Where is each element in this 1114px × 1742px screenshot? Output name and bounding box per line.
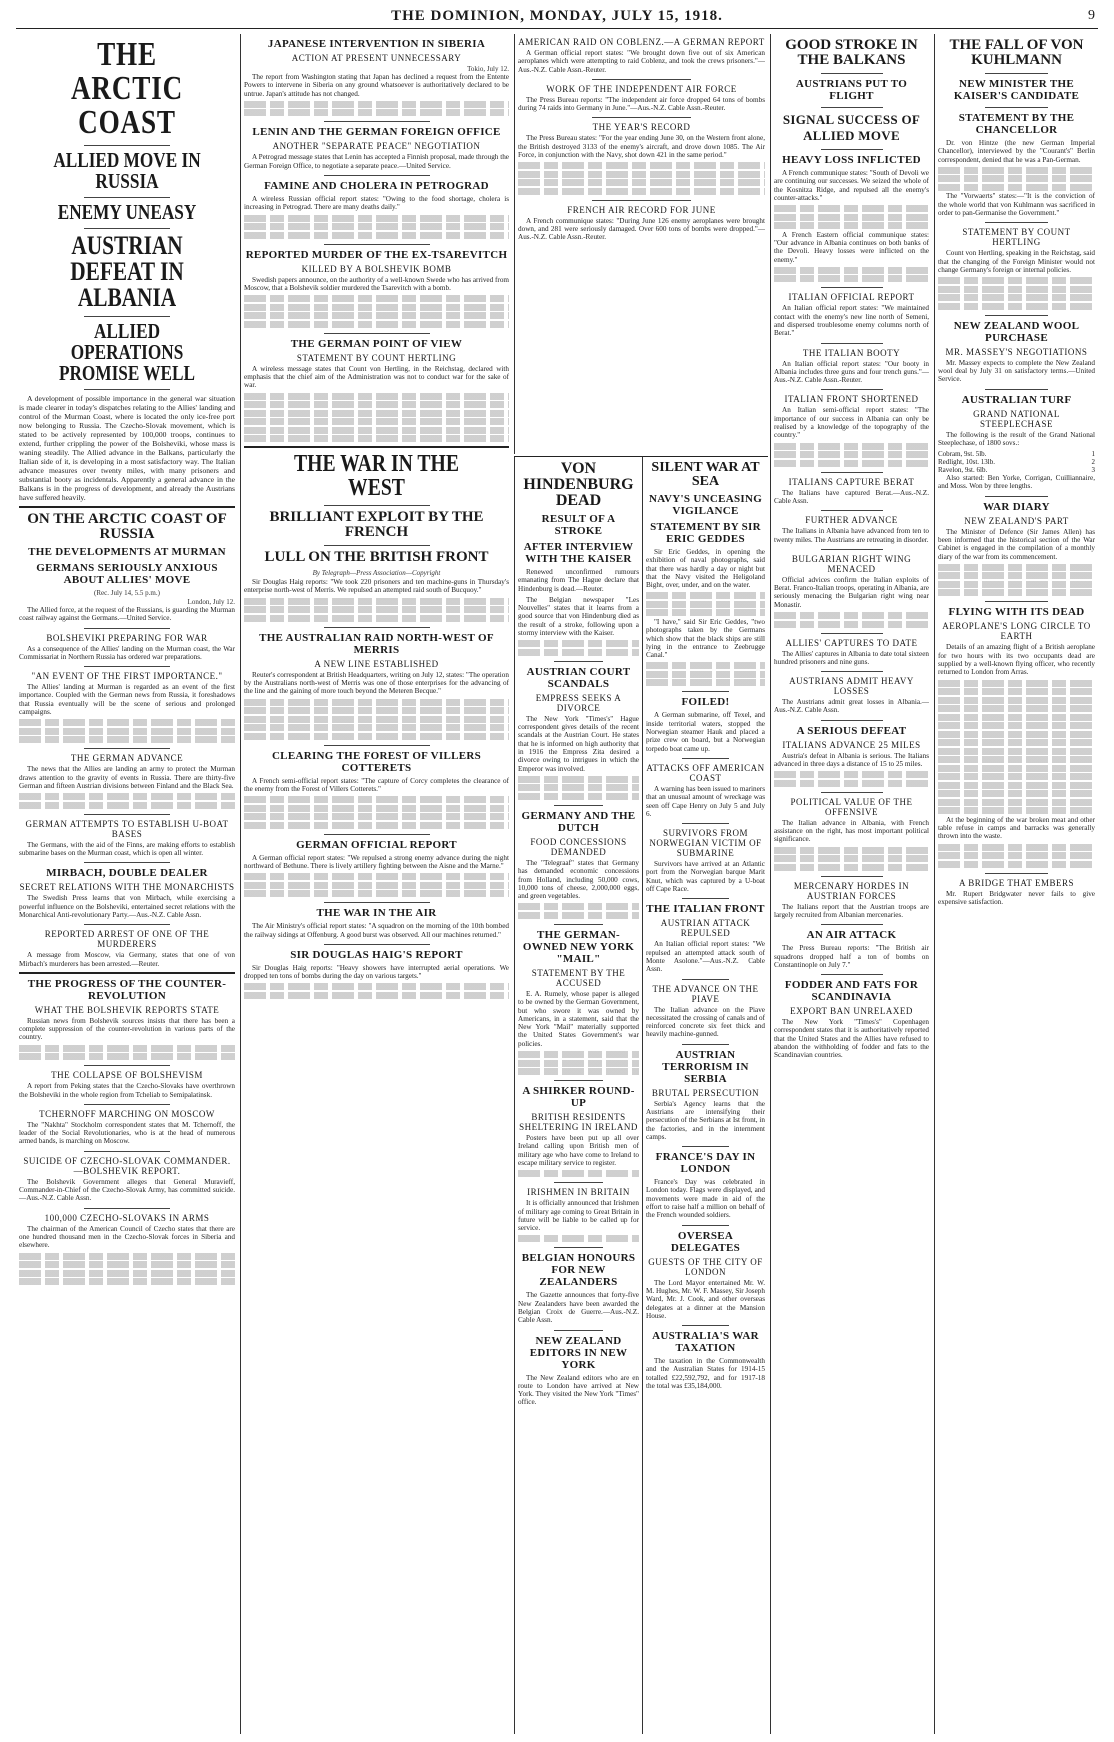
- article-text: A report from Peking states that the Czecho-Slovaks have overthrown the Bolsheviki in the whole region from Tcheliab to Semipalatinsk.: [19, 1082, 235, 1099]
- article-text: The Allies' captures in Albania to date total sixteen hundred prisoners and nine guns.: [774, 649, 929, 666]
- race-horse: Cobram, 9st. 5lb.: [938, 450, 987, 459]
- article-text: The "Vorwaerts" states:—"It is the conviction of the whole world that von Kuhlmann was sacrificed in order to pan-Germanise the Government.": [938, 192, 1095, 217]
- article-heading: THE ADVANCE ON THE PIAVE: [652, 983, 759, 1004]
- article-text: The "Nakhta" Stockholm correspondent states that M. Tchernoff, the leader of the Social Revolutionaries, who is at the head of numerous armed bands, is marching on Moscow.: [19, 1120, 235, 1146]
- column-1: [16, 34, 238, 1734]
- article-text: The Italian advance on the Piave necessitated the crossing of canals and of reinforced concrete six feet thick and heavily machine-gunned.: [646, 1005, 765, 1039]
- article-text: The taxation in the Commonwealth and the Australian States for 1914-15 totalled £22,592,792, and for 1917-18 the total was £35,184,000.: [646, 1357, 765, 1391]
- headline-good-stroke-balkans: GOOD STROKE IN THE BALKANS: [785, 37, 918, 68]
- article-heading: AUSTRIANS ADMIT HEAVY LOSSES: [789, 676, 914, 697]
- article-text: Renewed unconfirmed rumours emanating from The Hague declare that Hindenburg is dead.—Reuter.: [518, 568, 639, 593]
- article-subheading: EXPORT BAN UNRELAXED: [790, 1006, 913, 1017]
- article-text: As a consequence of the Allies' landing on the Murman coast, the War Commissariat in Northern Russia has ordered war preparations.: [19, 644, 235, 661]
- article-subheading: BRUTAL PERSECUTION: [651, 1087, 760, 1098]
- article-heading: BELGIAN HONOURS FOR NEW ZEALANDERS: [521, 1252, 636, 1289]
- article-heading: MIRBACH, DOUBLE DEALER: [46, 867, 208, 880]
- article-heading: FURTHER ADVANCE: [805, 515, 898, 526]
- masthead-title: THE DOMINION, MONDAY, JULY 15, 1918.: [391, 8, 723, 24]
- article-heading: STATEMENT BY COUNT HERTLING: [962, 227, 1071, 248]
- article-heading: TCHERNOFF MARCHING ON MOSCOW: [39, 1108, 215, 1119]
- column-3a: [514, 456, 642, 1734]
- article-subheading: FOOD CONCESSIONS DEMANDED: [530, 836, 627, 857]
- article-subheading: NEW ZEALAND'S PART: [964, 515, 1069, 526]
- article-text: The Allied force, at the request of the Russians, is guarding the Murman coast railway against the Germans.—United Service.: [19, 606, 235, 623]
- article-text: The news that the Allies are landing an army to protect the Murman draws attention to the gravity of events in Russia. There are thirty-five German and fifteen Austrian divisions between Finland and the Black Sea.: [19, 765, 235, 790]
- article-subheading: RESULT OF A STROKE: [541, 513, 616, 537]
- article-text: The Gazette announces that forty-five New Zealanders have been awarded the Belgian Croix de Guerre.—Aus.-N.Z. Cable Assn.: [518, 1291, 639, 1325]
- section-germans-anxious: GERMANS SERIOUSLY ANXIOUS ABOUT ALLIES' MOVE: [36, 562, 218, 586]
- article-subheading: EMPRESS SEEKS A DIVORCE: [535, 692, 622, 713]
- article-text: A German official report states: "We brought down five out of six American aeroplanes which were attempting to raid Coblenz, and took the crews prisoners."—Aus.-N.Z. Cable Assn.-Reuter.: [518, 49, 765, 74]
- article-heading: AUSTRIAN COURT SCANDALS: [526, 665, 631, 690]
- race-row: [938, 466, 1095, 474]
- article-subheading: KILLED BY A BOLSHEVIK BOMB: [301, 263, 452, 274]
- article-heading: AMERICAN RAID ON COBLENZ.—A GERMAN REPORT: [518, 37, 765, 47]
- race-place: 1: [1091, 450, 1095, 459]
- article-text: Mr. Rupert Bridgwater never fails to give expensive satisfaction.: [938, 889, 1095, 906]
- article-subheading: ANOTHER "SEPARATE PEACE" NEGOTIATION: [272, 141, 481, 152]
- article-heading: BOLSHEVIKI PREPARING FOR WAR: [46, 632, 208, 643]
- article-text: The Air Ministry's official report states: "A squadron on the morning of the 10th bombed the railway sidings at Offenburg. A good burst was observed. All our machines returned.": [244, 922, 509, 939]
- article-text: The Press Bureau reports: "The British air squadrons dropped half a ton of bombs on Constantinople on July 7.": [774, 944, 929, 969]
- article-subheading: STATEMENT BY THE CHANCELLOR: [958, 112, 1075, 136]
- article-subheading: ACTION AT PRESENT UNNECESSARY: [291, 53, 462, 63]
- article-heading: FODDER AND FATS FOR SCANDINAVIA: [784, 979, 919, 1004]
- article-text: "I have," said Sir Eric Geddes, "two photographs taken by the Germans which show that the black ships are still lying in the entrance to Zeebrugge Canal.": [646, 617, 765, 660]
- article-heading: THE ITALIAN FRONT: [646, 903, 765, 916]
- subhead-allied-operations: ALLIED OPERATIONS PROMISE WELL: [58, 319, 196, 385]
- headline-silent-war: SILENT WAR AT SEA: [651, 460, 760, 489]
- article-text: A Petrograd message states that Lenin has accepted a Finnish proposal, made through the German Foreign Office, to negotiate a separate peace.—United Service.: [244, 153, 509, 170]
- article-subheading: AFTER INTERVIEW WITH THE KAISER: [523, 541, 634, 565]
- subhead-austrian-defeat: AUSTRIAN DEFEAT IN ALBANIA: [70, 231, 184, 312]
- article-text: At the beginning of the war broken meat and other table refuse in camps and barracks was generally thrown into the waste.: [938, 815, 1095, 841]
- article-heading: WAR DIARY: [983, 500, 1050, 513]
- article-subheading: ITALIANS ADVANCE 25 MILES: [782, 739, 921, 750]
- article-text: A French semi-official report states: "The capture of Corcy completes the clearance of the enemy from the Forest of Villers Cotterets.": [244, 776, 509, 793]
- article-text: The Lord Mayor entertained Mr. W. M. Hughes, Mr. W. F. Massey, Sir Joseph Ward, Mr. J. Cook, and other overseas delegates at a dinner at the Mansion House.: [646, 1278, 765, 1320]
- article-subheading: NAVY'S UNCEASING VIGILANCE: [648, 493, 763, 517]
- race-row: [938, 450, 1095, 458]
- race-row: [938, 458, 1095, 466]
- article-heading: POLITICAL VALUE OF THE OFFENSIVE: [790, 796, 913, 817]
- article-subheading: STATEMENT BY COUNT HERTLING: [296, 352, 457, 363]
- article-text: The Bolshevik Government alleges that General Muravieff, Commander-in-Chief of the Czecho-Slovak Army, has committed suicide.—Aus.-N.Z. Cable Assn.: [19, 1177, 235, 1203]
- article-heading: GERMANY AND THE DUTCH: [521, 809, 636, 834]
- article-text: Serbia's Agency learns that the Austrians are intensifying their persecution of the Serbians at Ist front, in the factories, and in the internment camps.: [646, 1099, 765, 1141]
- article-text: The report from Washington stating that Japan has declined a request from the Entente Powers to intervene in Siberia on any ground whatsoever is authoritatively declared to be untrue. Japan's attitude has not changed.: [244, 73, 509, 98]
- article-text: A French communique states: "During June 126 enemy aeroplanes were brought down, and 281 were seriously damaged. Over 600 tons of bombs were dropped."—Aus.-N.Z. Cable Assn.-Reuter.: [518, 216, 765, 242]
- race-place: 2: [1091, 458, 1095, 467]
- article-heading: THE GERMAN POINT OF VIEW: [290, 337, 463, 350]
- article-heading: GERMAN OFFICIAL REPORT: [296, 838, 457, 851]
- article-subheading: GUESTS OF THE CITY OF LONDON: [648, 1256, 763, 1277]
- article-text: The chairman of the American Council of Czecho states that there are one hundred thousand men in the Czecho-Slovak forces in Siberia and elsewhere.: [19, 1224, 235, 1250]
- subhead-lull-british-front: LULL ON THE BRITISH FRONT: [264, 549, 489, 566]
- article-text: A warning has been issued to mariners that an unusual amount of wreckage was seen off Cape Henry on July 5 and July 6.: [646, 784, 765, 818]
- article-text: Count von Hertling, speaking in the Reichstag, said that the changing of the Foreign Minister would not change Germany's foreign or internal policies.: [938, 249, 1095, 274]
- article-text: A message from Moscow, via Germany, states that one of von Mirbach's murderers has been arrested.—Reuter.: [19, 951, 235, 968]
- article-text: The Swedish Press learns that von Mirbach, while exercising a powerful influence on the Bolsheviki, entertained secret relations with the Monarchical Anti-revolutionary Party.—Aus.-N.Z. Cable Assn.: [19, 894, 235, 919]
- section-arctic-coast-russia: ON THE ARCTIC COAST OF RUSSIA: [27, 511, 227, 542]
- article-heading: A SHIRKER ROUND-UP: [522, 1085, 635, 1110]
- article-heading: THE GERMAN ADVANCE: [70, 753, 184, 764]
- article-heading: NEW ZEALAND WOOL PURCHASE: [953, 319, 1080, 344]
- article-heading: REPORTED ARREST OF ONE OF THE MURDERERS: [44, 929, 210, 950]
- headline-hindenburg-dead: VON HINDENBURG DEAD: [523, 460, 634, 509]
- article-heading: ITALIAN FRONT SHORTENED: [784, 394, 919, 405]
- article-heading: FRENCH AIR RECORD FOR JUNE: [567, 204, 716, 215]
- article-text: The Minister of Defence (Sir James Allen) has been informed that the historical section of the War Cabinet is engaged in the compilation of a monthly diary of the war from its commencement.: [938, 527, 1095, 561]
- article-heading: LENIN AND THE GERMAN FOREIGN OFFICE: [252, 126, 501, 139]
- article-text: The Italians in Albania have advanced from ten to twenty miles. The Austrians are retreating in disorder.: [774, 527, 929, 544]
- article-heading: WORK OF THE INDEPENDENT AIR FORCE: [546, 83, 737, 94]
- article-heading: THE WAR IN THE AIR: [316, 907, 437, 920]
- article-heading: REPORTED MURDER OF THE EX-TSAREVITCH: [245, 248, 508, 261]
- article-heading: ITALIANS CAPTURE BERAT: [788, 476, 915, 487]
- article-heading: 100,000 CZECHO-SLOVAKS IN ARMS: [44, 1212, 210, 1223]
- article-text: E. A. Rumely, whose paper is alleged to be owned by the German Government, but who swore it was owned by Americans, in a statement, said that the New York "Mail" materially supported the United States Government's war policies.: [518, 989, 639, 1048]
- article-heading: FRANCE'S DAY IN LONDON: [655, 1151, 756, 1176]
- article-subheading: HEAVY LOSS INFLICTED: [782, 154, 921, 166]
- article-heading: CLEARING THE FOREST OF VILLERS COTTERETS: [271, 749, 482, 774]
- article-heading: THE COLLAPSE OF BOLSHEVISM: [51, 1070, 203, 1081]
- article-text: Sir Douglas Haig reports: "We took 220 prisoners and ten machine-guns in Thursday's enterprise north-west of Merris. We repulsed an attempted raid south of Bucquoy.": [244, 578, 509, 595]
- article-heading: MERCENARY HORDES IN AUSTRIAN FORCES: [793, 880, 910, 901]
- article-text: A German official report states: "We repulsed a strong enemy advance during the night northward of Bethune. There is lively artillery fighting between the Aisne and the Marne.": [244, 853, 509, 870]
- article-subheading: SECRET RELATIONS WITH THE MONARCHISTS: [19, 882, 235, 893]
- page-number: 9: [1088, 8, 1096, 23]
- article-text: Reuter's correspondent at British Headquarters, writing on July 12, states: "The operation by the Australians north-west of Merris was one of those enterprises for the advancing of the line and the gaining of more touch beyond the Meteren Becque.": [244, 670, 509, 696]
- article-text: The New Zealand editors who are en route to London have arrived at New York. They visited the New York "Times" office.: [518, 1373, 639, 1407]
- article-heading: ITALIAN OFFICIAL REPORT: [788, 292, 915, 303]
- article-heading: A SERIOUS DEFEAT: [796, 724, 907, 737]
- article-text: The Germans, with the aid of the Finns, are making efforts to establish submarine bases on the Murman coast, which is open all winter.: [19, 840, 235, 858]
- article-subheading: A NEW LINE ESTABLISHED: [314, 658, 439, 669]
- race-place: 3: [1091, 466, 1095, 475]
- article-text: Russian news from Bolshevik sources insists that there has been a complete suppression of the counter-revolution in various parts of the country.: [19, 1016, 235, 1042]
- article-subheading: AUSTRIAN ATTACK REPULSED: [660, 918, 751, 939]
- article-text: The Belgian newspaper "Les Nouvelles" states that it learns from a good source that von Hindenburg died as the result of a stroke, following upon a stormy interview with the Kaiser.: [518, 595, 639, 638]
- article-subheading: SIGNAL SUCCESS OF ALLIED MOVE: [782, 112, 921, 143]
- headline-arctic-coast: THE ARCTIC COAST: [70, 36, 184, 141]
- article-text: A wireless Russian official report states: "Owing to the food shortage, cholera is increasing in Petrograd. There are many deaths daily.": [244, 194, 509, 212]
- article-text: An Italian official report states: "We maintained contact with the enemy's new line north of Semeni, and dispersed troublesome enemy columns north of Berat.": [774, 304, 929, 338]
- article-text: The following is the result of the Grand National Steeplechase, of 1800 sovs.:: [938, 430, 1095, 447]
- subhead-enemy-uneasy: ENEMY UNEASY: [57, 200, 197, 224]
- received-line: (Rec. July 14, 5.5 p.m.): [94, 589, 160, 597]
- article-subheading: AEROPLANE'S LONG CIRCLE TO EARTH: [942, 621, 1091, 642]
- article-text: The Italians report that the Austrian troops are largely recruited from Albanian mercenaries.: [774, 902, 929, 919]
- article-heading: SIR DOUGLAS HAIG'S REPORT: [290, 948, 463, 961]
- article-text: Official advices confirm the Italian exploits of Berat. Franco-Italian troops, operating in Albania, are seriously menacing the Bulgarian right wing near Monastir.: [774, 575, 929, 609]
- headline-fall-of-kuhlmann: THE FALL OF VON KUHLMANN: [949, 37, 1084, 68]
- column-3-top: [514, 34, 768, 454]
- article-text: The Austrians admit great losses in Albania.—Aus.-N.Z. Cable Assn.: [774, 698, 929, 715]
- article-text: A German submarine, off Texel, and inside territorial waters, stopped the Norwegian steamer Hauk and placed a prize crew on board, but a Norwegian torpedo boat came up.: [646, 711, 765, 753]
- article-heading: FAMINE AND CHOLERA IN PETROGRAD: [264, 179, 489, 192]
- article-text: A French Eastern official communique states: "Our advance in Albania continues on both banks of the Devoli. Heavy losses were inflicted on the enemy.": [774, 230, 929, 264]
- article-heading: FLYING WITH ITS DEAD: [948, 606, 1085, 619]
- article-text: The Italian advance in Albania, with French assistance on the right, has most important political significance.: [774, 818, 929, 844]
- subhead-brilliant-exploit: BRILLIANT EXPLOIT BY THE FRENCH: [269, 509, 484, 541]
- byline: By Telegraph—Press Association—Copyright: [312, 569, 441, 578]
- article-text: Swedish papers announce, on the authority of a well-known Swede who has arrived from Moscow, that a Bolshevik soldier murdered the Tsarevitch with a bomb.: [244, 275, 509, 292]
- article-text: Posters have been put up all over Ireland calling upon British men of military age who have come to Ireland to escape military service to register.: [518, 1134, 639, 1167]
- article-text: The "Telegraaf" states that Germany has demanded economic concessions from Holland, including 50,000 cows, 10,000 tons of cheese, 2,000,000 eggs, and green vegetables.: [518, 858, 639, 901]
- article-text: Survivors have arrived at an Atlantic port from the Norwegian barque Marit Knut, which was captured by a U-boat off Cape Race.: [646, 860, 765, 894]
- article-text: Sir Douglas Haig reports: "Heavy showers have interrupted aerial operations. We dropped ten tons of bombs during the day on various targets.": [244, 963, 509, 981]
- article-text: Mr. Massey expects to complete the New Zealand wool deal by July 31 on satisfactory terms.—United Service.: [938, 358, 1095, 384]
- article-text: A wireless message states that Count von Hertling, in the Reichstag, declared with emphasis that the chief aim of the Administration was not to conduct war for the sake of war.: [244, 364, 509, 390]
- article-text: The Allies' landing at Murman is regarded as an event of the first importance. Coupled with the German news from Russia, it foreshadows that Russia eventually will be the scene of serious and prolonged campaigns.: [19, 683, 235, 717]
- article-text: An Italian official report states: "Our booty in Albania includes three guns and four trench guns."—Aus.-N.Z. Cable Assn.-Reuter.: [774, 359, 929, 385]
- subhead-allied-move: ALLIED MOVE IN RUSSIA: [53, 148, 201, 193]
- article-heading: FOILED!: [681, 696, 730, 709]
- article-heading: THE AUSTRALIAN RAID NORTH-WEST OF MERRIS: [259, 631, 494, 656]
- article-text: Details of an amazing flight of a British aeroplane for two hours with its two occupants dead are supplied by a well-known flying officer, who recently returned to London from Arras.: [938, 643, 1095, 677]
- article-heading: SURVIVORS FROM NORWEGIAN VICTIM OF SUBMARINE: [649, 828, 762, 859]
- article-text: The New York "Times's" Copenhagen correspondent states that it is authoritatively reported that the United States and the Allies have refused to abandon the withholding of fodder and fats to the Scandinavian countries.: [774, 1018, 929, 1060]
- article-subheading: STATEMENT BY SIR ERIC GEDDES: [650, 521, 761, 545]
- article-text: France's Day was celebrated in London today. Flags were displayed, and movements were made in aid of the effort to raise half a million on behalf of the French wounded soldiers.: [646, 1178, 765, 1220]
- article-text: It is officially announced that Irishmen of military age coming to Great Britain in future will be liable to be called up for service.: [518, 1199, 639, 1233]
- article-heading: THE YEAR'S RECORD: [592, 122, 691, 133]
- article-text: The Press Bureau reports: "The independent air force dropped 64 tons of bombs during 74 raids into Germany in June."—Aus.-N.Z. Cable Assn.-Reuter.: [518, 95, 765, 113]
- article-subheading: WHAT THE BOLSHEVIK REPORTS STATE: [34, 1004, 220, 1015]
- article-heading: A BRIDGE THAT EMBERS: [959, 877, 1074, 888]
- race-horse: Ravelon, 9st. 6lb.: [938, 466, 988, 475]
- column-5: [934, 34, 1098, 1734]
- article-subheading: GRAND NATIONAL STEEPLECHASE: [973, 408, 1060, 429]
- race-results: [938, 450, 1095, 474]
- article-heading: IRISHMEN IN BRITAIN: [527, 1187, 630, 1198]
- article-heading: AUSTRIAN TERRORISM IN SERBIA: [662, 1048, 749, 1085]
- dateline: Tokio, July 12.: [467, 65, 509, 73]
- article-heading: AUSTRALIA'S WAR TAXATION: [652, 1330, 759, 1355]
- article-text: The Italians have captured Berat.—Aus.-N.Z. Cable Assn.: [774, 488, 929, 505]
- article-heading: AN AIR ATTACK: [806, 929, 897, 942]
- article-heading: BULGARIAN RIGHT WING MENACED: [791, 553, 912, 574]
- article-text: Dr. von Hintze (the new German Imperial Chancellor), interviewed by the "Courant's" Berlin correspondent, denied that he was a Pan-German.: [938, 139, 1095, 164]
- lead-paragraph: A development of possible importance in the general war situation is made clearer in today's dispatches relating to the Allies' landing and control of the Murman Coast, where is located the only ice-free port now belonging to Russia. The Czecho-Slovak movement, which is stated to be actively represented by 100,000 troops, continues to extend, further crippling the power of the Bolsheviki, whose mass is waning steadily. The Allied advance in the Balkans, particularly the Italian side of it, is developing in a most satisfactory way. The Italian advance measures over twenty miles, with many prisoners and substantial booty as incidentals. Apparently a general advance in the Balkans is in the progress of development, and already the Austrians have suffered heavily.: [19, 394, 235, 502]
- article-text: The New York "Times's" Hague correspondent gives details of the recent scandals at the Austrian Court. He states that he is informed on high authority that in 1916 the Empress Zita desired a divorce owing to intrigues in which the Emperor was involved.: [518, 714, 639, 773]
- article-heading: OVERSEA DELEGATES: [670, 1229, 741, 1254]
- article-heading: ALLIES' CAPTURES TO DATE: [785, 637, 918, 648]
- article-text: Austria's defeat in Albania is serious. The Italians advanced in three days a distance of 15 to 25 miles.: [774, 751, 929, 768]
- article-subheading: BRITISH RESIDENTS SHELTERING IN IRELAND: [519, 1112, 638, 1133]
- masthead: [16, 6, 1098, 29]
- column-3b: [642, 456, 768, 1734]
- article-text: An Italian semi-official report states: "The importance of our success in Albania can only be realised by a knowledge of the topography of the country.": [774, 406, 929, 440]
- article-text: The Press Bureau states: "For the year ending June 30, on the Western front alone, the British destroyed 3133 of the enemy's aircraft, and drove down 1085. The Air Force, in conjunction with the Navy, shot down 421 in the same period.": [518, 134, 765, 160]
- column-2: [240, 34, 512, 1734]
- article-subheading: STATEMENT BY THE ACCUSED: [531, 967, 626, 988]
- article-heading: THE PROGRESS OF THE COUNTER-REVOLUTION: [27, 977, 227, 1002]
- article-text: An Italian official report states: "We repulsed an attempted attack south of Monte Asolone."—Aus.-N.Z. Cable Assn.: [646, 940, 765, 974]
- race-horse: Redlight, 10st. 13lb.: [938, 458, 995, 467]
- article-heading: ATTACKS OFF AMERICAN COAST: [646, 762, 765, 783]
- article-heading: AUSTRALIAN TURF: [961, 393, 1072, 406]
- article-heading: JAPANESE INTERVENTION IN SIBERIA: [267, 38, 486, 50]
- article-subheading: NEW MINISTER THE KAISER'S CANDIDATE: [953, 78, 1080, 102]
- article-subheading: AUSTRIANS PUT TO FLIGHT: [795, 78, 908, 102]
- article-text: Also started: Ben Yorke, Corrigan, Cuilliannaire, and Moss. Won by three lengths.: [938, 474, 1095, 491]
- dateline: London, July 12.: [187, 598, 235, 606]
- article-heading: THE ITALIAN BOOTY: [802, 347, 901, 358]
- article-heading: SUICIDE OF CZECHO-SLOVAK COMMANDER.—BOLSHEVIK REPORT.: [23, 1155, 231, 1176]
- article-heading: NEW ZEALAND EDITORS IN NEW YORK: [529, 1334, 628, 1371]
- column-4: [770, 34, 932, 1734]
- headline-war-in-west: THE WAR IN THE WEST: [294, 451, 459, 502]
- article-heading: "AN EVENT OF THE FIRST IMPORTANCE.": [31, 671, 223, 682]
- article-text: Sir Eric Geddes, in opening the exhibition of naval photographs, said that there was hardly a day or night but that the Navy visited the Heligoland Bight, over, under, and on the water.: [646, 548, 765, 590]
- article-subheading: MR. MASSEY'S NEGOTIATIONS: [945, 346, 1088, 357]
- section-murman: THE DEVELOPMENTS AT MURMAN: [28, 546, 226, 558]
- article-text: A French communique states: "South of Devoli we are continuing our successes. We seized the whole of the Kosnitza Ridge, and repulsed all the enemy's counter-attacks.": [774, 169, 929, 202]
- article-heading: THE GERMAN-OWNED NEW YORK "MAIL": [522, 928, 635, 965]
- article-heading: GERMAN ATTEMPTS TO ESTABLISH U-BOAT BASES: [25, 818, 229, 839]
